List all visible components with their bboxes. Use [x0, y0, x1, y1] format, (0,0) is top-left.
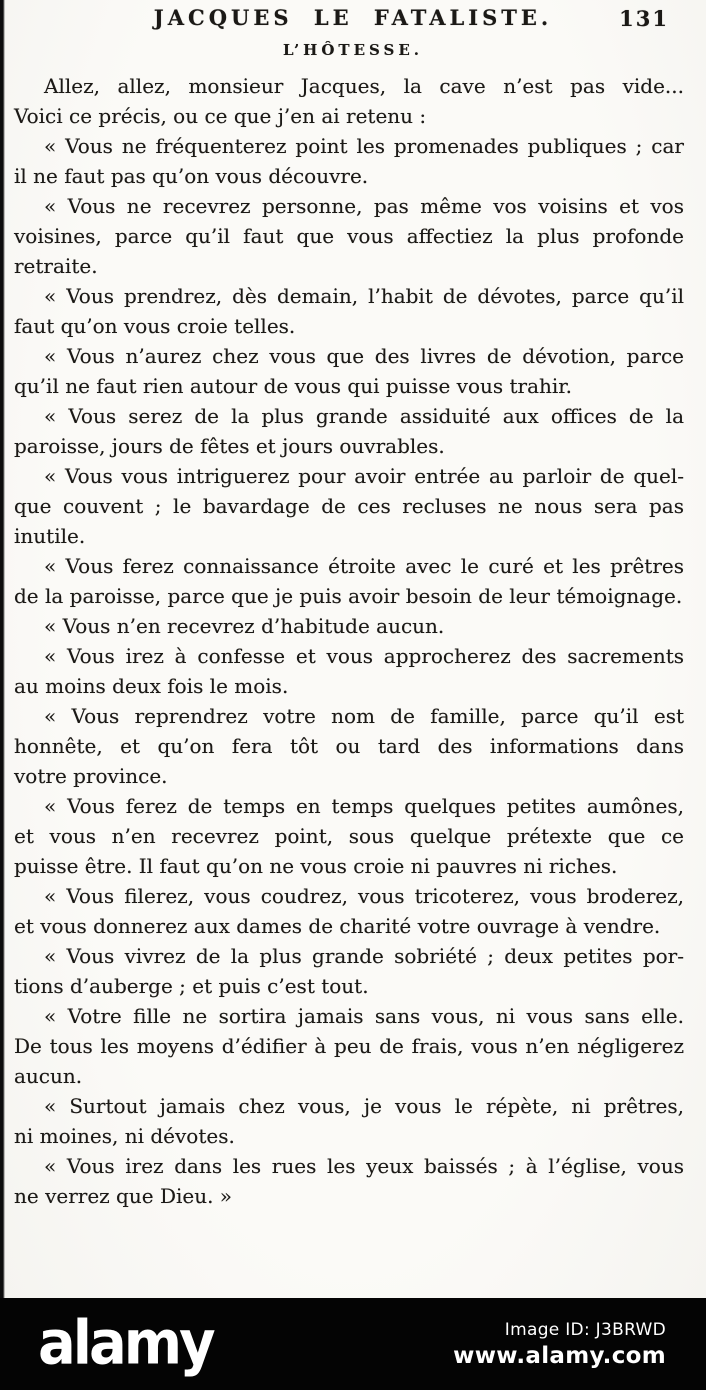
- text-line: voisines, parce qu’il faut que vous affectiez la plus profonde: [14, 224, 684, 248]
- text-line: votre province.: [14, 764, 168, 788]
- text-line: retraite.: [14, 254, 98, 278]
- alamy-url: www.alamy.com: [453, 1342, 666, 1369]
- text-line: et vous donnerez aux dames de charité votre ouvrage à vendre.: [14, 914, 661, 938]
- text-line: « Vous irez à confesse et vous approcherez des sacrements: [44, 644, 684, 668]
- text-line: faut qu’on vous croie telles.: [14, 314, 296, 338]
- text-line: De tous les moyens d’édifier à peu de frais, vous n’en négligerez: [14, 1034, 684, 1058]
- text-line: « Vous prendrez, dès demain, l’habit de dévotes, parce qu’il: [44, 284, 684, 308]
- page-body: [14, 71, 684, 1211]
- text-line: aucun.: [14, 1064, 83, 1088]
- text-line: « Vous serez de la plus grande assiduité aux offices de la: [44, 404, 684, 428]
- text-line: « Vous ne recevrez personne, pas même vos voisins et vos: [44, 194, 684, 218]
- watermark-bar: [0, 1298, 706, 1390]
- text-line: « Vous ferez de temps en temps quelques petites aumônes,: [44, 794, 684, 818]
- text-line: honnête, et qu’on fera tôt ou tard des informations dans: [14, 734, 684, 758]
- text-line: « Vous vous intriguerez pour avoir entrée au parloir de quel-: [44, 464, 684, 488]
- text-line: qu’il ne faut rien autour de vous qui puisse vous trahir.: [14, 374, 573, 398]
- alamy-logo: alamy: [38, 1308, 213, 1379]
- text-line: « Vous irez dans les rues les yeux baissés ; à l’église, vous: [44, 1154, 684, 1178]
- section-title: L’HÔTESSE.: [283, 41, 423, 59]
- image-id-label: Image ID: J3BRWD: [504, 1319, 666, 1340]
- text-line: que couvent ; le bavardage de ces recluses ne nous sera pas: [14, 494, 684, 518]
- text-line: paroisse, jours de fêtes et jours ouvrables.: [14, 434, 445, 458]
- text-line: au moins deux fois le mois.: [14, 674, 289, 698]
- text-line: puisse être. Il faut qu’on ne vous croie ni pauvres ni riches.: [14, 854, 618, 878]
- text-line: « Surtout jamais chez vous, je vous le répète, ni prêtres,: [44, 1094, 684, 1118]
- text-line: « Vous filerez, vous coudrez, vous tricoterez, vous broderez,: [44, 884, 684, 908]
- text-line: « Vous vivrez de la plus grande sobriété ; deux petites por-: [44, 944, 684, 968]
- text-line: tions d’auberge ; et puis c’est tout.: [14, 974, 369, 998]
- watermark-info: [453, 1320, 666, 1369]
- text-line: « Vous reprendrez votre nom de famille, parce qu’il est: [44, 704, 684, 728]
- text-line: il ne faut pas qu’on vous découvre.: [14, 164, 369, 188]
- text-line: « Vous n’aurez chez vous que des livres de dévotion, parce: [44, 344, 684, 368]
- page-number: 131: [619, 6, 669, 31]
- text-line: « Votre fille ne sortira jamais sans vous, ni vous sans elle.: [44, 1004, 684, 1028]
- text-line: ne verrez que Dieu. »: [14, 1184, 233, 1208]
- text-line: ni moines, ni dévotes.: [14, 1124, 235, 1148]
- text-line: « Vous ne fréquenterez point les promenades publiques ; car: [44, 134, 684, 158]
- scan-edge-artifact: [0, 0, 5, 1298]
- text-line: et vous n’en recevrez point, sous quelque prétexte que ce: [14, 824, 684, 848]
- text-line: inutile.: [14, 524, 86, 548]
- book-title: JACQUES LE FATALISTE.: [153, 5, 553, 30]
- text-line: Allez, allez, monsieur Jacques, la cave n’est pas vide...: [44, 74, 684, 98]
- text-line: « Vous n’en recevrez d’habitude aucun.: [44, 614, 445, 638]
- running-header: [0, 5, 706, 33]
- text-line: de la paroisse, parce que je puis avoir besoin de leur témoignage.: [14, 584, 683, 608]
- text-line: Voici ce précis, ou ce que j’en ai retenu :: [14, 104, 427, 128]
- text-line: « Vous ferez connaissance étroite avec le curé et les prêtres: [44, 554, 684, 578]
